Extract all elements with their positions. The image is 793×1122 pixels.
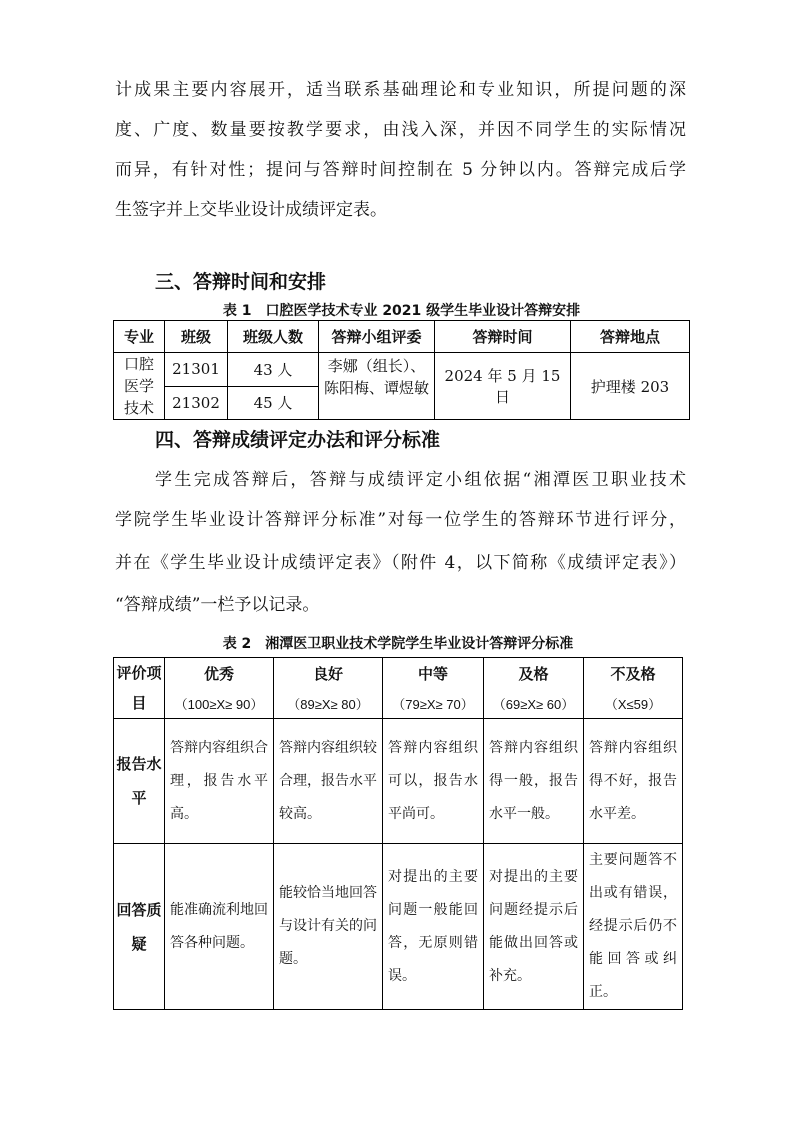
text-line: 计成果主要内容展开，适当联系基础理论和专业知识，所提问题的深 [115, 80, 686, 100]
column-header: 班级 [165, 321, 228, 353]
row-label: 回答质疑 [114, 844, 165, 1010]
table-caption: 表 2 湘潭医卫职业技术学院学生毕业设计答辩评分标准 [222, 636, 574, 652]
major-cell: 口腔医学技术 [114, 353, 165, 420]
criteria-cell: 能较恰当地回答与设计有关的问题。 [274, 844, 383, 1010]
criteria-cell: 答辩内容组织得一般，报告水平一般。 [484, 719, 584, 844]
grade-header [584, 658, 683, 719]
grade-header [484, 658, 584, 719]
text-line: 学生完成答辩后，答辩与成绩评定小组依据“湘潭医卫职业技术 [155, 470, 686, 490]
row-label: 报告水平 [114, 719, 165, 844]
grade-header [165, 658, 274, 719]
time-cell: 2024 年 5 月 15 日 [435, 353, 571, 420]
criteria-cell: 答辩内容组织得不好，报告水平差。 [584, 719, 683, 844]
committee-cell: 李娜（组长）、陈阳梅、谭煜敏 [319, 353, 435, 420]
table-row [114, 844, 683, 1010]
grade-header [383, 658, 484, 719]
criteria-cell: 答辩内容组织合理，报告水平高。 [165, 719, 274, 844]
text-line: “答辩成绩”一栏予以记录。 [115, 595, 320, 615]
grade-range: （69≥X≥ 60） [492, 697, 575, 712]
class-cell: 21301 [165, 353, 228, 387]
section-heading: 四、答辩成绩评定办法和评分标准 [155, 429, 441, 451]
table-caption: 表 1 口腔医学技术专业 2021 级学生毕业设计答辩安排 [222, 303, 581, 319]
text-line: 而异，有针对性；提问与答辩时间控制在 5 分钟以内。答辩完成后学 [115, 160, 686, 180]
grade-range: （79≥X≥ 70） [392, 697, 474, 712]
grade-name: 良好 [312, 665, 343, 683]
column-header: 答辩时间 [435, 321, 571, 353]
criteria-cell: 对提出的主要问题一般能回答，无原则错误。 [383, 844, 484, 1010]
grade-range: （X≤59） [604, 697, 662, 712]
section-heading: 三、答辩时间和安排 [155, 271, 327, 293]
column-header: 专业 [114, 321, 165, 353]
criteria-cell: 答辩内容组织较合理，报告水平较高。 [274, 719, 383, 844]
grade-name: 不及格 [610, 665, 656, 683]
criteria-cell: 对提出的主要问题经提示后能做出回答或补充。 [484, 844, 584, 1010]
text-line: 生签字并上交毕业设计成绩评定表。 [115, 200, 387, 220]
grade-name: 及格 [518, 665, 549, 683]
count-cell: 45 人 [228, 386, 319, 420]
grade-range: （100≥X≥ 90） [174, 697, 264, 712]
schedule-table [113, 320, 690, 420]
grade-name: 中等 [417, 665, 448, 683]
grade-header [274, 658, 383, 719]
class-cell: 21302 [165, 386, 228, 420]
criteria-cell: 答辩内容组织可以，报告水平尚可。 [383, 719, 484, 844]
column-header: 答辩地点 [571, 321, 690, 353]
text-line: 并在《学生毕业设计成绩评定表》（附件 4，以下简称《成绩评定表》） [115, 553, 686, 573]
column-header: 班级人数 [228, 321, 319, 353]
text-line: 学院学生毕业设计答辩评分标准”对每一位学生的答辩环节进行评分， [115, 510, 686, 530]
place-cell: 护理楼 203 [571, 353, 690, 420]
text-line: 度、广度、数量要按教学要求，由浅入深，并因不同学生的实际情况 [115, 120, 686, 140]
column-header: 答辩小组评委 [319, 321, 435, 353]
grade-name: 优秀 [203, 665, 234, 683]
count-cell: 43 人 [228, 353, 319, 387]
table-row [114, 719, 683, 844]
criteria-cell: 主要问题答不出或有错误，经提示后仍不能回答或纠正。 [584, 844, 683, 1010]
grade-range: （89≥X≥ 80） [287, 697, 369, 712]
corner-header: 评价项目 [114, 658, 165, 719]
scoring-standard-table [113, 657, 683, 1010]
criteria-cell: 能准确流利地回答各种问题。 [165, 844, 274, 1010]
